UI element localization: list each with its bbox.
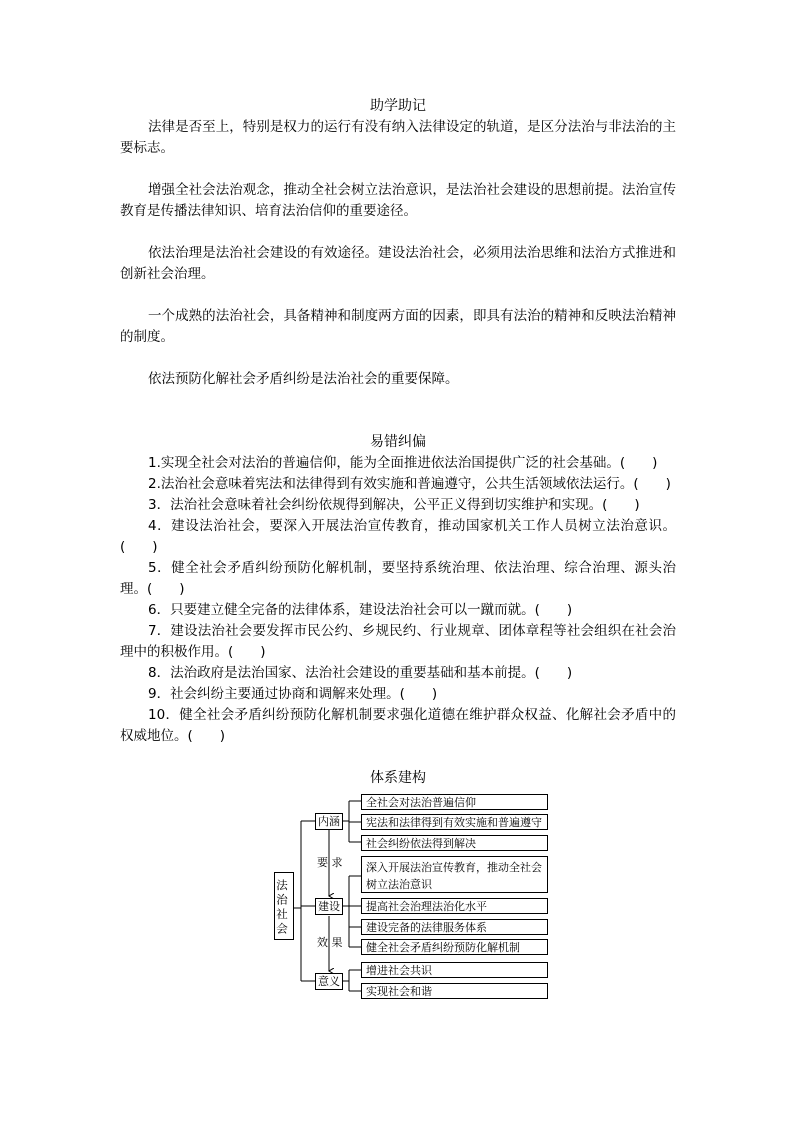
yiyi-item: 实现社会和谐	[361, 983, 548, 999]
structure-title: 体系建构	[370, 770, 426, 786]
notes-paragraph: 一个成熟的法治社会，具备精神和制度两方面的因素，即具有法治的精神和反映法治精神的制度。	[120, 308, 676, 345]
error-item: 6．只要建立健全完备的法律体系，建设法治社会可以一蹴而就。( )	[148, 602, 573, 618]
error-item: 4．建设法治社会，要深入开展法治宣传教育，推动国家机关工作人员树立法治意识。( )	[120, 518, 676, 555]
yiyi-item: 增进社会共识	[361, 962, 548, 978]
errors-title: 易错纠偏	[370, 434, 426, 450]
node-neihan: 内涵	[315, 813, 343, 830]
error-item: 5．健全社会矛盾纠纷预防化解机制，要坚持系统治理、依法治理、综合治理、源头治理。( )	[120, 560, 676, 597]
notes-paragraph: 增强全社会法治观念，推动全社会树立法治意识，是法治社会建设的思想前提。法治宣传教育是传播法律知识、培育法治信仰的重要途径。	[120, 182, 676, 219]
root-node: 法治社会	[274, 872, 294, 940]
error-item: 1.实现全社会对法治的普遍信仰，能为全面推进依法治国提供广泛的社会基础。( )	[148, 455, 658, 471]
notes-paragraph: 依法治理是法治社会建设的有效途径。建设法治社会，必须用法治思维和法治方式推进和创新社会治理。	[120, 245, 676, 282]
error-item: 7．建设法治社会要发挥市民公约、乡规民约、行业规章、团体章程等社会组织在社会治理中的积极作用。( )	[120, 623, 676, 660]
link-label-yaoqiu: 要 求	[317, 856, 343, 869]
page-body	[120, 96, 676, 789]
neihan-item: 社会纠纷依法得到解决	[361, 835, 548, 851]
notes-paragraph: 依法预防化解社会矛盾纠纷是法治社会的重要保障。	[148, 371, 459, 387]
error-item: 10．健全社会矛盾纠纷预防化解机制要求强化道德在维护群众权益、化解社会矛盾中的权威地位。( )	[120, 707, 676, 744]
notes-title: 助学助记	[370, 98, 426, 114]
error-item: 2.法治社会意味着宪法和法律得到有效实施和普遍遵守，公共生活领域依法运行。( )	[148, 476, 671, 492]
link-label-xiaoguo: 效 果	[317, 936, 343, 949]
error-item: 3．法治社会意味着社会纠纷依规得到解决，公平正义得到切实维护和实现。( )	[148, 497, 640, 513]
jianshe-item: 健全社会矛盾纠纷预防化解机制	[361, 939, 548, 955]
node-yiyi: 意义	[315, 973, 343, 990]
jianshe-item: 建设完备的法律服务体系	[361, 919, 548, 935]
node-jianshe: 建设	[315, 898, 343, 915]
error-item: 9．社会纠纷主要通过协商和调解来处理。( )	[148, 686, 438, 702]
error-item: 8．法治政府是法治国家、法治社会建设的重要基础和基本前提。( )	[148, 665, 573, 681]
jianshe-item: 深入开展法治宣传教育，推动全社会树立法治意识	[361, 856, 548, 893]
neihan-item: 全社会对法治普遍信仰	[361, 794, 548, 810]
neihan-item: 宪法和法律得到有效实施和普遍遵守	[361, 814, 548, 830]
structure-diagram	[273, 790, 553, 1002]
jianshe-item: 提高社会治理法治化水平	[361, 898, 548, 914]
notes-paragraph: 法律是否至上，特别是权力的运行有没有纳入法律设定的轨道，是区分法治与非法治的主要标志。	[120, 119, 676, 156]
